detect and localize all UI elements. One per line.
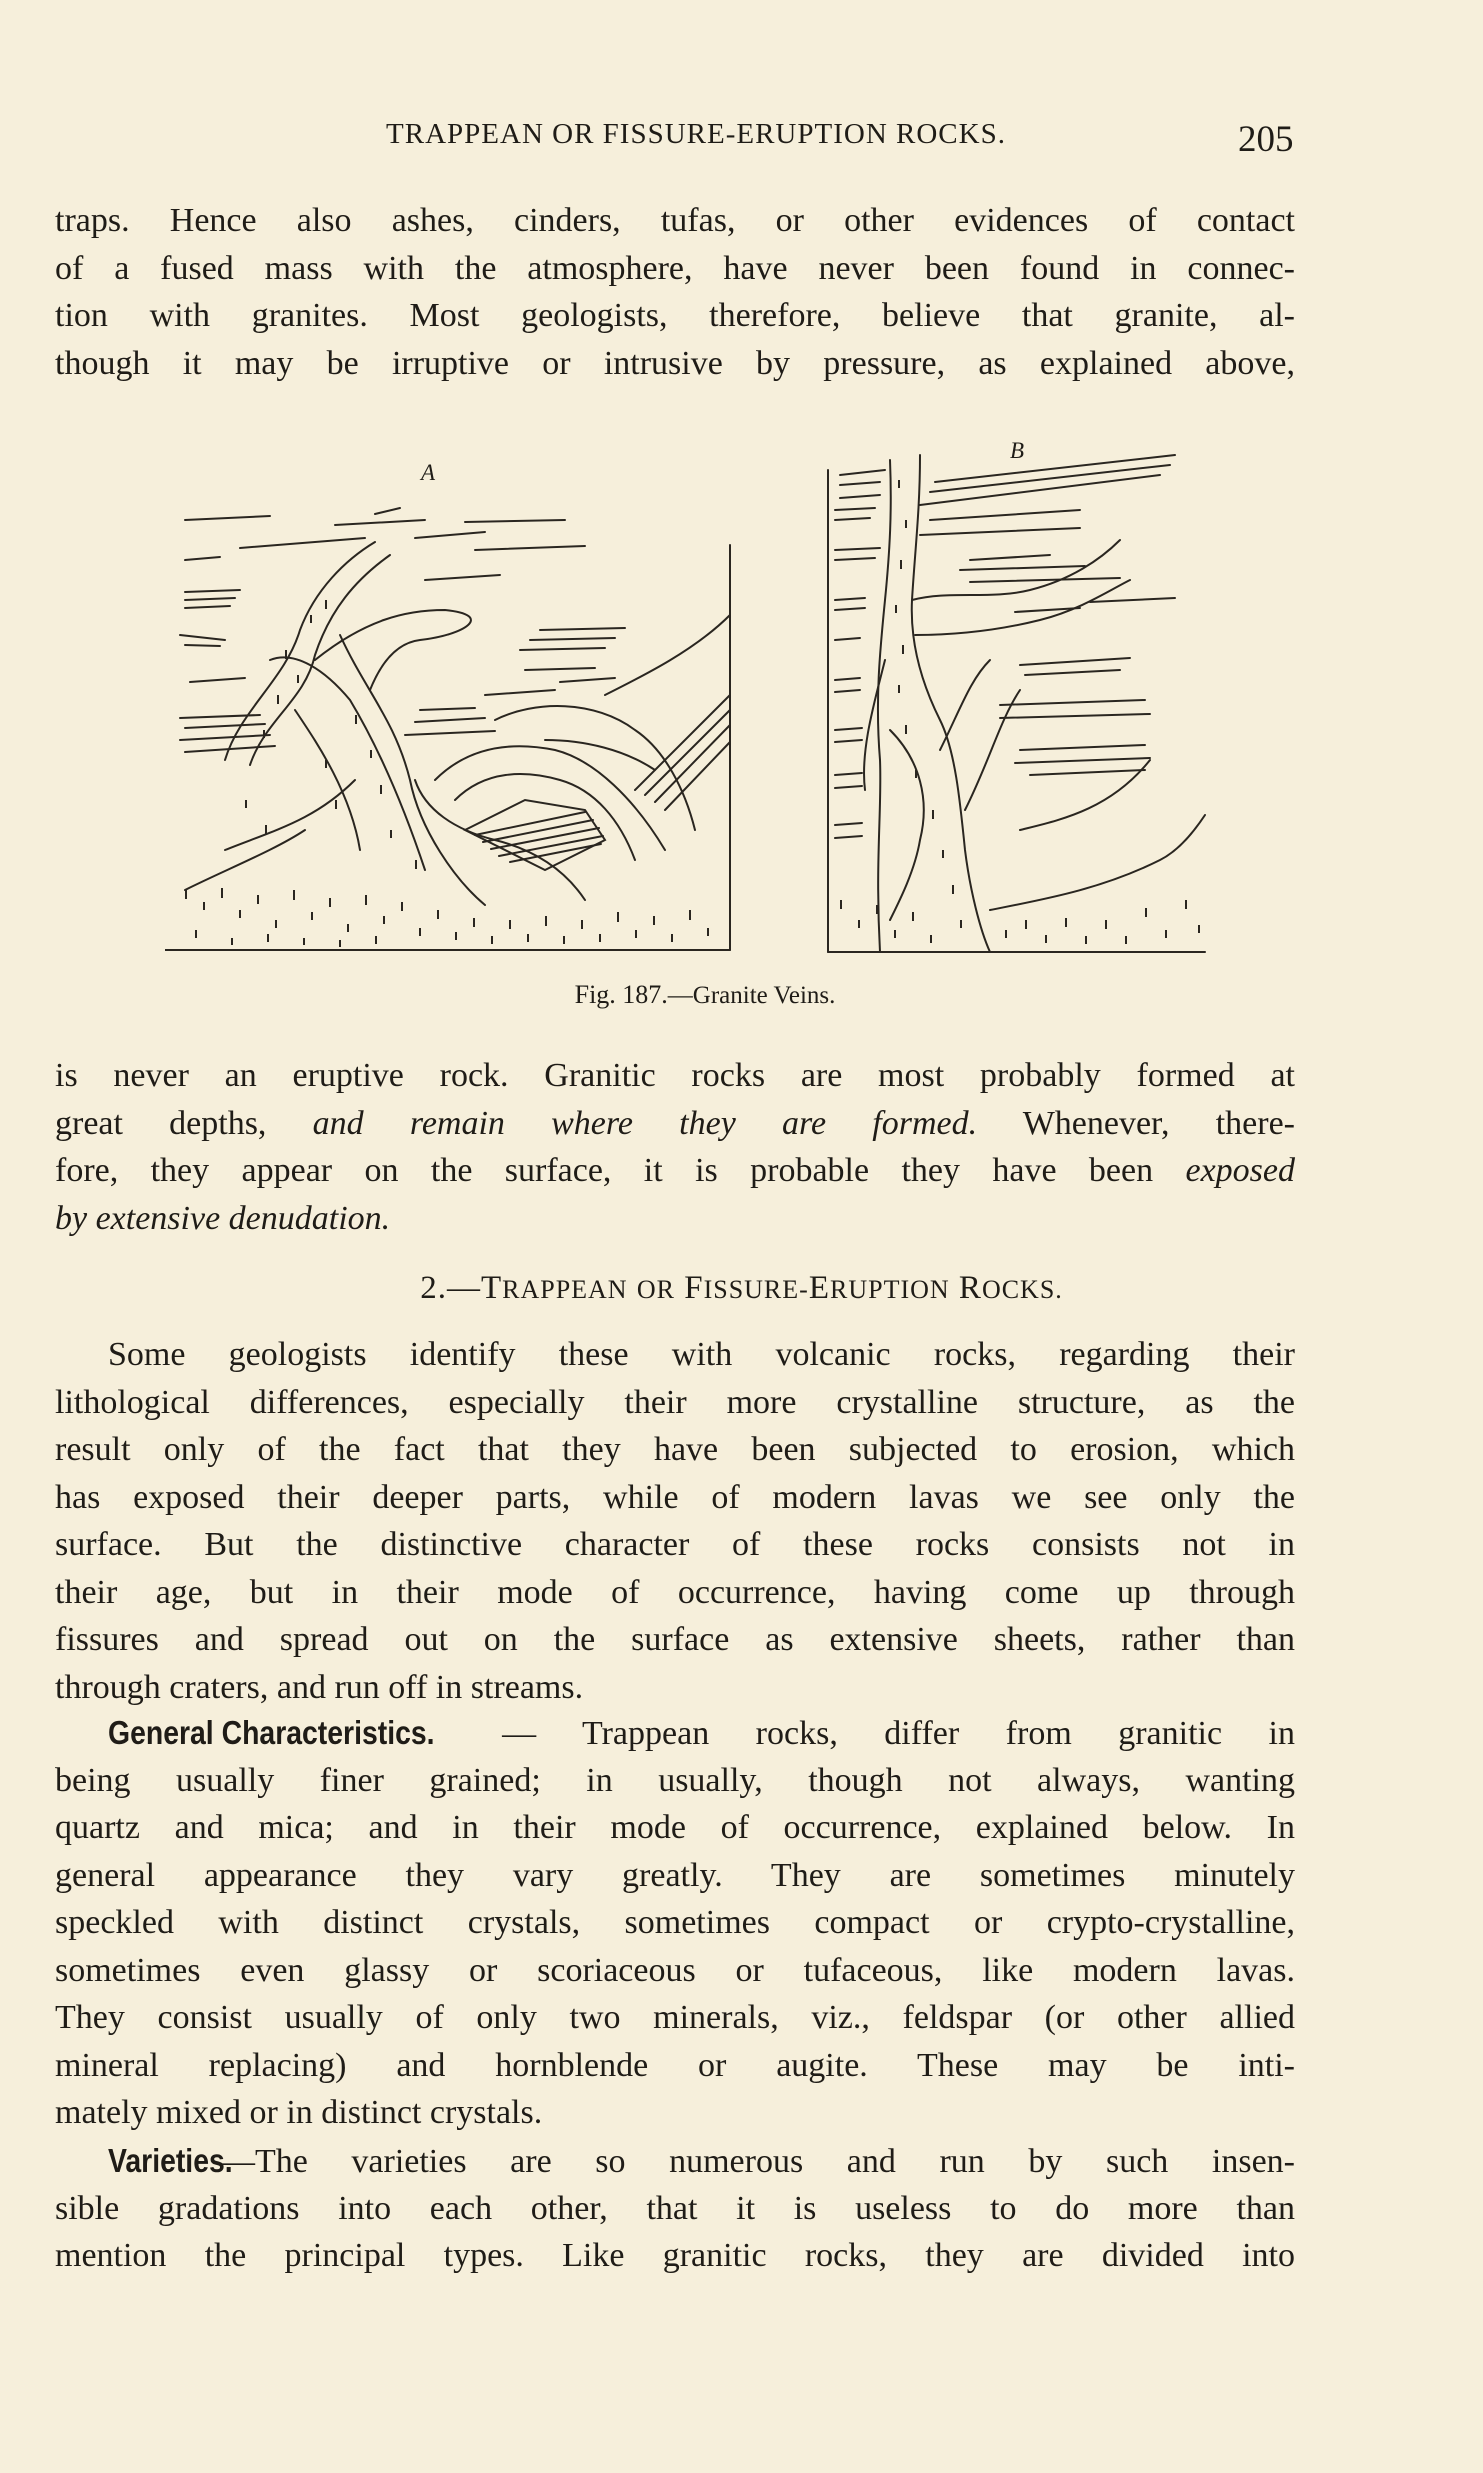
text-line: mention the principal types. Like granitic rocks, they are divided into [55, 2237, 1295, 2274]
text-line: surface. But the distinctive character of these rocks consists not in [55, 1526, 1295, 1563]
run-in-heading: Varieties. [108, 2142, 233, 2179]
italic-text: and remain where they are formed. [312, 1104, 978, 1142]
text-span: —The varieties are so numerous and run by such insen- [220, 2143, 1295, 2180]
running-title: TRAPPEAN OR FISSURE-ERUPTION ROCKS. [386, 118, 1006, 150]
smallcap-letter: E [808, 1270, 830, 1306]
text-line: their age, but in their mode of occurrence, having come up through [55, 1573, 1295, 1611]
paragraph-volcanic [55, 1331, 1295, 1711]
text-line: Some geologists identify these with volcanic rocks, regarding their [108, 1336, 1295, 1373]
text-line [55, 2137, 1295, 2185]
text-line: lithological differences, especially their more crystalline structure, as the [55, 1383, 1295, 1421]
paragraph-general-characteristics [55, 1709, 1295, 2137]
granite-veins-a-illustration [165, 450, 740, 960]
smallcap-rest: ISSURE- [703, 1275, 809, 1304]
smallcap-rest: OCKS. [981, 1275, 1063, 1304]
text-span: — Trappean rocks, differ from granitic in [455, 1715, 1295, 1752]
paragraph-after-figure [55, 1052, 1295, 1242]
run-in-heading: General Characteristics. [108, 1714, 435, 1751]
smallcap-letter: R [958, 1270, 982, 1306]
figure-number: Fig. 187. [574, 980, 668, 1009]
granite-veins-b-illustration [820, 430, 1220, 960]
text-line: speckled with distinct crystals, sometimes compact or crypto-crystalline, [55, 1904, 1295, 1941]
smallcap-rest: RUPTION [830, 1275, 950, 1304]
smallcap-letter: T [480, 1270, 503, 1306]
figure-granite-veins-a [165, 450, 740, 960]
text-line: tion with granites. Most geologists, therefore, believe that granite, al- [55, 297, 1295, 334]
section-number: 2.— [420, 1270, 481, 1306]
smallcap-rest: RAPPEAN [502, 1275, 628, 1304]
text-line: sometimes even glassy or scoriaceous or tufaceous, like modern lavas. [55, 1951, 1295, 1989]
text-line: They consist usually of only two minerals, viz., feldspar (or other allied [55, 1999, 1295, 2036]
text-line [55, 1147, 1295, 1195]
smallcap-letter: F [684, 1270, 704, 1306]
text-line: though it may be irruptive or intrusive by pressure, as explained above, [55, 344, 1295, 382]
text-line: of a fused mass with the atmosphere, have never been found in connec- [55, 249, 1295, 287]
paragraph-varieties [55, 2137, 1295, 2280]
smallcap-rest: OR [636, 1275, 675, 1304]
figure-label-a: A [421, 460, 436, 485]
text-span: Whenever, there- [977, 1104, 1295, 1142]
text-line: mately mixed or in distinct crystals. [55, 2094, 543, 2131]
text-line: mineral replacing) and hornblende or augite. These may be inti- [55, 2046, 1295, 2084]
figure-caption-text: —Granite Veins. [667, 982, 836, 1009]
text-line: sible gradations into each other, that it is useless to do more than [55, 2189, 1295, 2227]
italic-text: by extensive denudation. [55, 1199, 391, 1237]
text-line: has exposed their deeper parts, while of modern lavas we see only the [55, 1478, 1295, 1516]
text-line [55, 1195, 1295, 1243]
text-line: result only of the fact that they have been subjected to erosion, which [55, 1431, 1295, 1468]
text-line: being usually finer grained; in usually, though not always, wanting [55, 1761, 1295, 1799]
figure-caption [420, 980, 990, 1010]
paragraph-top [55, 197, 1295, 387]
page-number: 205 [1238, 119, 1294, 160]
figure-granite-veins-b [820, 430, 1220, 960]
text-line: fissures and spread out on the surface as extensive sheets, rather than [55, 1621, 1295, 1658]
figure-label-b: B [1010, 438, 1025, 463]
text-span: great depths, [55, 1104, 313, 1142]
italic-text: exposed [1185, 1152, 1295, 1189]
text-line [55, 1100, 1295, 1148]
text-line: through craters, and run off in streams. [55, 1668, 584, 1706]
text-line [55, 1709, 1295, 1757]
text-line: quartz and mica; and in their mode of occurrence, explained below. In [55, 1809, 1295, 1846]
text-span: fore, they appear on the surface, it is probable they have been [55, 1152, 1186, 1189]
text-line: general appearance they vary greatly. They are sometimes minutely [55, 1856, 1295, 1894]
text-line: traps. Hence also ashes, cinders, tufas, or other evidences of contact [55, 202, 1295, 239]
text-line: is never an eruptive rock. Granitic rocks are most probably formed at [55, 1057, 1295, 1094]
section-title [0, 1270, 1483, 1307]
